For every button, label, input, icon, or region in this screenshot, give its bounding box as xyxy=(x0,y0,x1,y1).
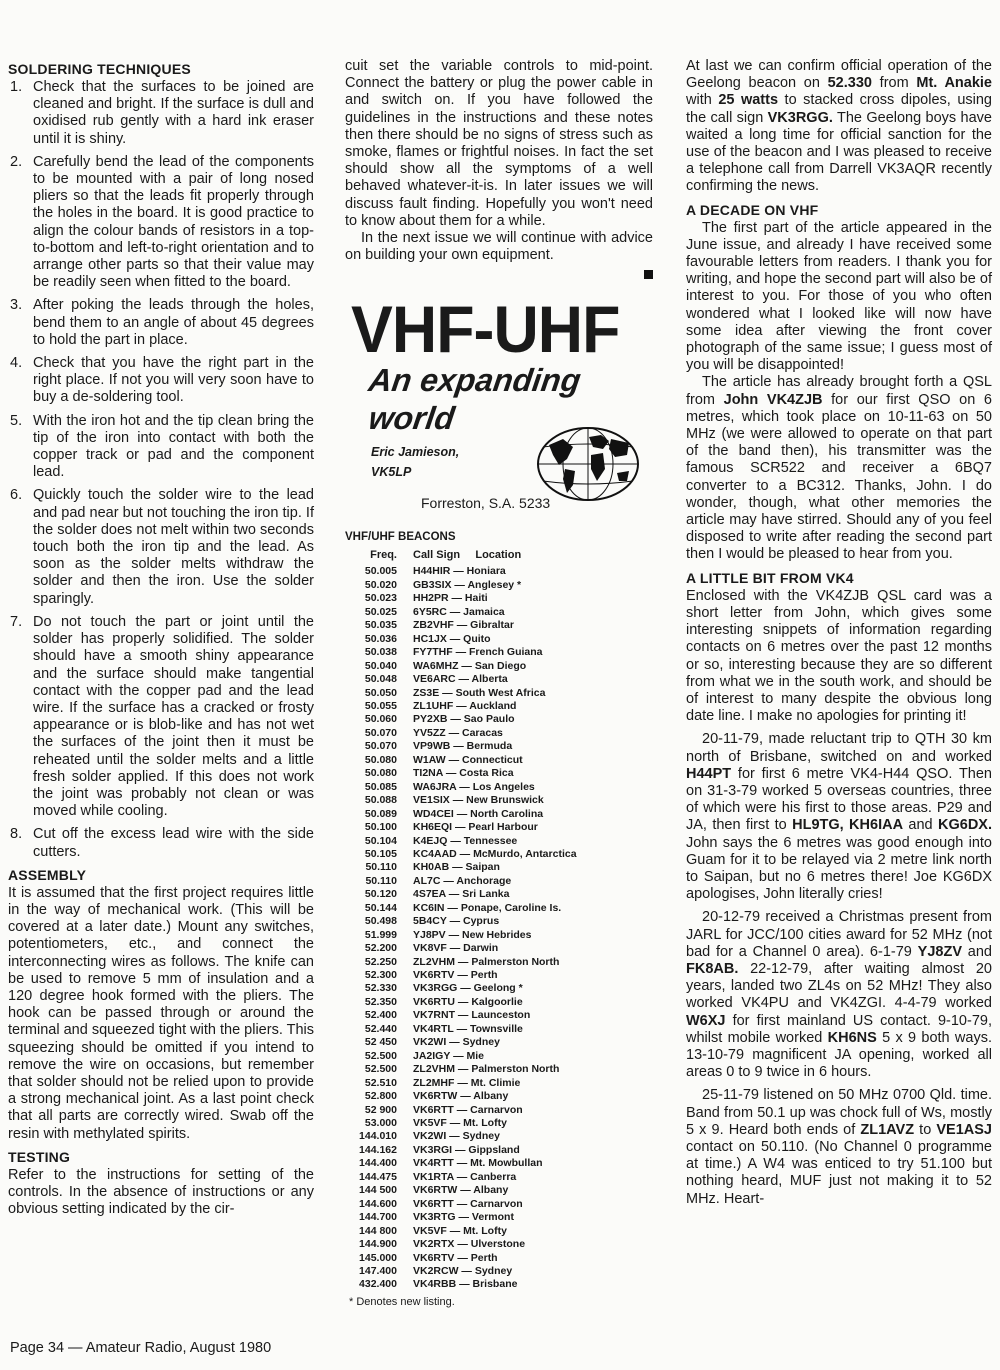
vk4-paragraph-1: Enclosed with the VK4ZJB QSL card was a short letter from John, which gives some interesting snippets of information regarding contacts on 6 metres over the past 12 months or so, interesting because they are so different from what we in the south work, and should be of interest to many despite the obvious long date line. I make no apologies for printing it! xyxy=(686,587,992,725)
beacon-row xyxy=(345,848,577,861)
beacon-call-location: VP9WB — Bermuda xyxy=(413,740,513,753)
text-run: The article has already brought forth a QSL from xyxy=(686,374,992,408)
continued-paragraph: cuit set the variable controls to mid-point. Connect the battery or plug the power cable in and switch on. If you have followed the guidelines in the instructions and these notes then there should be no signs of stress such as smoke, flames or frightful noises. In fact the set should show all the symptoms of a well behaved whatever-it-is. In later issues we will discuss fault finding. Hopefully you won't need to know about them for a while. xyxy=(345,58,653,229)
beacon-row xyxy=(345,929,577,942)
beacon-call-location: AL7C — Anchorage xyxy=(413,874,512,887)
beacon-freq: 432.400 xyxy=(359,1278,397,1291)
step-item xyxy=(8,297,314,349)
beacon-call-location: ZL2VHM — Palmerston North xyxy=(413,955,560,968)
step-text: Carefully bend the lead of the components to be mounted with a pair of long nosed pliers so that the leads fit properly through the holes in the board. It is good practice to align the colour bands of resistors in a top-to-bottom and left-to-right orientation and to arrange other parts so that their value may be readily seen when fitted to the board. xyxy=(33,153,314,291)
banner-callsign: VK5LP xyxy=(371,465,412,480)
beacon-row xyxy=(345,700,577,713)
beacon-row xyxy=(345,1104,577,1117)
beacon-row xyxy=(345,1063,577,1076)
beacon-row xyxy=(345,942,577,955)
beacon-row xyxy=(345,565,577,578)
beacon-row xyxy=(345,713,577,726)
beacon-row xyxy=(345,579,577,592)
beacon-row xyxy=(345,1252,577,1265)
column-3 xyxy=(686,58,992,1208)
beacon-row xyxy=(345,1130,577,1143)
beacon-row xyxy=(345,1117,577,1130)
beacon-freq: 50.498 xyxy=(364,915,397,928)
author-location: Forreston, S.A. 5233 xyxy=(421,495,551,512)
step-number: 5. xyxy=(10,412,23,429)
bold-callout: HL9TG, KH6IAA xyxy=(792,817,904,834)
beacon-call-location: ZB2VHF — Gibraltar xyxy=(413,619,514,632)
beacon-call-location: VK6RTT — Carnarvon xyxy=(413,1197,523,1210)
beacon-freq: 50.038 xyxy=(364,646,397,659)
step-number: 7. xyxy=(10,613,23,630)
beacon-freq: 52 900 xyxy=(364,1103,397,1116)
beacon-call-location: VK5VF — Mt. Lofty xyxy=(413,1224,507,1237)
text-run: 20-12-79 received a Christmas present from JARL for JCC/100 cities award for 52 MHz (not bad for a Channel 0 area). 6-1-79 xyxy=(686,909,992,960)
beacon-row xyxy=(345,619,577,632)
beacon-row xyxy=(345,996,577,1009)
beacon-call-location: VE1SIX — New Brunswick xyxy=(413,794,544,807)
beacon-row xyxy=(345,687,577,700)
beacon-freq: 144.600 xyxy=(359,1197,397,1210)
beacon-row xyxy=(345,606,577,619)
text-run: with xyxy=(686,92,719,109)
beacon-freq: 50.080 xyxy=(364,767,397,780)
beacon-row xyxy=(345,1023,577,1036)
beacon-call-location: VK8VF — Darwin xyxy=(413,942,499,955)
beacon-freq: 52 450 xyxy=(364,1036,397,1049)
beacons-table xyxy=(345,549,577,1291)
beacon-call-location: VK4RBB — Brisbane xyxy=(413,1278,518,1291)
step-item xyxy=(8,154,314,292)
beacon-row xyxy=(345,646,577,659)
beacon-freq: 50.036 xyxy=(364,632,397,645)
beacon-freq: 50.110 xyxy=(365,874,397,887)
page-footer: Page 34 — Amateur Radio, August 1980 xyxy=(10,1340,272,1356)
beacon-freq: 50.104 xyxy=(364,834,397,847)
heading-assembly: ASSEMBLY xyxy=(8,866,87,883)
beacon-freq: 52.350 xyxy=(364,995,397,1008)
beacon-freq: 145.000 xyxy=(359,1251,397,1264)
beacon-freq: 52.440 xyxy=(364,1022,397,1035)
beacon-freq: 50.025 xyxy=(364,605,397,618)
bold-callout: FK8AB. xyxy=(686,960,739,977)
beacon-call-location: VK2RCW — Sydney xyxy=(413,1265,513,1277)
globe-icon xyxy=(535,425,641,503)
beacon-call-location: ZL1UHF — Auckland xyxy=(413,699,517,712)
beacon-call-location: WD4CEI — North Carolina xyxy=(413,807,544,820)
beacon-call-location: 6Y5RC — Jamaica xyxy=(413,605,505,618)
beacon-call-location: ZS3E — South West Africa xyxy=(413,686,546,699)
step-item xyxy=(8,79,314,148)
bold-callout: Mt. Anakie xyxy=(916,75,992,92)
beacon-freq: 50.100 xyxy=(364,821,397,834)
beacon-freq: 52.500 xyxy=(364,1049,397,1062)
beacon-call-location: K4EJQ — Tennessee xyxy=(413,834,518,847)
beacon-call-location: VK6RTU — Kalgoorlie xyxy=(413,995,523,1008)
text-run: The Geelong boys have waited a long time for official sanction for the use of the beacon and I was pleased to receive a telephone call from Darrell VK3AQR recently confirming the news. xyxy=(686,109,992,195)
beacon-freq: 50.070 xyxy=(364,740,397,753)
beacon-call-location: VE6ARC — Alberta xyxy=(413,673,508,686)
beacon-row xyxy=(345,821,577,834)
bold-callout: W6XJ xyxy=(686,1012,726,1029)
bold-callout: 52.330 xyxy=(827,75,872,92)
step-item xyxy=(8,355,314,407)
beacons-header-row xyxy=(345,549,577,565)
column-2 xyxy=(345,58,653,1308)
beacon-row xyxy=(345,727,577,740)
beacon-freq: 50.050 xyxy=(364,686,397,699)
beacon-row xyxy=(345,835,577,848)
beacon-row xyxy=(345,794,577,807)
step-text: Quickly touch the solder wire to the lead and pad near but not touching the iron tip. If the solder does not melt within two seconds touch both the iron tip and the lead. As soon as the solder melts withdraw the solder and then the iron. Use the solder sparingly. xyxy=(33,487,314,607)
beacon-freq: 52.510 xyxy=(364,1076,397,1089)
header-call-location xyxy=(413,549,577,565)
beacon-row xyxy=(345,861,577,874)
beacon-freq: 52.250 xyxy=(364,955,397,968)
text-run: for first mainland US contact. 9-10-79, whilst mobile worked xyxy=(686,1012,992,1046)
header-call: Call Sign xyxy=(413,549,461,562)
testing-paragraph: Refer to the instructions for setting of the controls. In the absence of instructions or any obvious setting indicated by the cir- xyxy=(8,1166,314,1218)
text-run: for first 6 metre VK4-H44 QSO. Then on 31-3-79 worked 5 overseas countries, three of which were his first to those areas. P29 and JA, then first to xyxy=(686,765,992,834)
beacon-row xyxy=(345,1184,577,1197)
beacon-freq: 50.088 xyxy=(364,794,397,807)
soldering-steps xyxy=(8,79,314,861)
beacon-call-location: HH2PR — Haiti xyxy=(413,592,488,605)
beacons-body xyxy=(345,565,577,1291)
beacon-freq: 50.105 xyxy=(364,847,397,860)
beacon-freq: 53.000 xyxy=(364,1117,397,1130)
text-run: to xyxy=(914,1121,937,1138)
beacon-freq: 144.900 xyxy=(359,1238,397,1251)
beacon-freq: 144.010 xyxy=(359,1130,397,1143)
beacon-call-location: ZL2VHM — Palmerston North xyxy=(413,1063,560,1076)
step-text: Cut off the excess lead wire with the side cutters. xyxy=(33,826,314,860)
beacon-call-location: 5B4CY — Cyprus xyxy=(413,915,500,928)
beacon-freq: 50.005 xyxy=(364,565,397,578)
beacon-freq: 144.162 xyxy=(359,1143,397,1156)
beacon-call-location: GB3SIX — Anglesey * xyxy=(413,578,522,591)
beacon-freq: 50.070 xyxy=(364,726,397,739)
beacon-freq: 50.120 xyxy=(364,888,397,901)
beacon-freq: 52.330 xyxy=(364,982,397,995)
beacon-row xyxy=(345,1157,577,1170)
text-run: 25-11-79 listened on 50 MHz 0700 Qld. time. Band from 50.1 up was chock full of Ws, mostly 5 x 9. Heard both ends of xyxy=(686,1087,992,1138)
beacon-row xyxy=(345,1225,577,1238)
beacon-row xyxy=(345,1090,577,1103)
decade-paragraph-2 xyxy=(686,374,992,563)
step-text: Check that you have the right part in the right place. If not you will very soon have to buy a de-soldering tool. xyxy=(33,355,314,406)
beacon-call-location: H44HIR — Honiara xyxy=(413,565,506,578)
beacon-call-location: VK6RTW — Albany xyxy=(413,1184,509,1197)
beacon-freq: 147.400 xyxy=(359,1265,397,1277)
header-location: Location xyxy=(475,549,522,562)
beacon-freq: 50.089 xyxy=(364,807,397,820)
beacon-call-location: KC6IN — Ponape, Caroline Is. xyxy=(413,901,562,914)
text-run: John says the 6 metres was good enough into Guam for it to be relayed via 2 metre link north to Saipan, but no 6 metres there! Joe KG6DX apologises, John literally cries! xyxy=(686,834,992,903)
text-run: from xyxy=(871,75,917,92)
beacon-call-location: FY7THF — French Guiana xyxy=(413,646,543,659)
beacon-row xyxy=(345,1144,577,1157)
bold-callout: H44PT xyxy=(686,765,732,782)
step-number: 6. xyxy=(10,487,23,504)
text-run: At last we can confirm official operation of the Geelong beacon on xyxy=(686,58,992,92)
beacon-row xyxy=(345,956,577,969)
next-issue-paragraph: In the next issue we will continue with advice on building your own equipment. xyxy=(345,230,653,264)
bold-callout: KH6NS xyxy=(827,1029,877,1046)
beacon-row xyxy=(345,740,577,753)
decade-paragraph-1: The first part of the article appeared in the June issue, and already I have received some favourable letters from readers. I thank you for writing, and hope the second part will also be of interest to you. For those of you who often wondered what I looked like will now have some idea after viewing the front cover photograph of the same issue; I guess most of you will be disappointed! xyxy=(686,219,992,374)
beacon-row xyxy=(345,1278,577,1291)
beacon-call-location: VK2RTX — Ulverstone xyxy=(413,1238,526,1251)
beacon-call-location: HC1JX — Quito xyxy=(413,632,491,645)
bold-callout: ZL1AVZ xyxy=(860,1121,915,1138)
bold-callout: YJ8ZV xyxy=(917,943,962,960)
beacon-freq: 144.400 xyxy=(359,1157,397,1170)
beacon-row xyxy=(345,1009,577,1022)
beacon-row xyxy=(345,660,577,673)
beacon-row xyxy=(345,633,577,646)
beacon-call-location: VK3RGG — Geelong * xyxy=(413,982,523,995)
beacon-row xyxy=(345,1171,577,1184)
beacon-row xyxy=(345,781,577,794)
bold-callout: VK3RGG. xyxy=(767,109,833,126)
beacon-row xyxy=(345,982,577,995)
beacon-freq: 52.300 xyxy=(364,969,397,982)
beacon-call-location: VK2WI — Sydney xyxy=(413,1130,500,1143)
beacon-call-location: WA6MHZ — San Diego xyxy=(413,659,527,672)
banner-author: Eric Jamieson, xyxy=(371,445,460,460)
text-run: 20-11-79, made reluctant trip to QTH 30 km north of Brisbane, switched on and worked xyxy=(686,731,992,765)
beacons-title: VHF/UHF BEACONS xyxy=(345,531,456,544)
text-run: to stacked cross dipoles, using the call sign xyxy=(686,92,992,126)
beacon-row xyxy=(345,1036,577,1049)
step-item xyxy=(8,614,314,820)
beacon-row xyxy=(345,1265,577,1278)
beacon-row xyxy=(345,1050,577,1063)
beacon-row xyxy=(345,767,577,780)
bold-callout: 25 watts xyxy=(718,92,779,109)
text-run: for our first QSO on 6 metres, which took place on 10-11-63 on 50 MHz (we were allowed to operate on that part of the band then), his transmitter was the famous SCR522 and receiver a 6BQ7 converter to a BC312. Thanks, John. I do wonder, though, what other memories the article may have stirred. Should any of you feel disposed to write after reading the second part then I would be pleased to hear from you. xyxy=(686,391,992,563)
beacon-row xyxy=(345,808,577,821)
beacon-row xyxy=(345,1238,577,1251)
beacon-freq: 50.080 xyxy=(364,753,397,766)
beacon-row xyxy=(345,1077,577,1090)
beacon-freq: 50.035 xyxy=(364,619,397,632)
step-number: 3. xyxy=(10,297,23,314)
beacon-freq: 50.048 xyxy=(364,673,397,686)
beacon-call-location: VK6RTW — Albany xyxy=(413,1090,509,1103)
beacon-call-location: VK5VF — Mt. Lofty xyxy=(413,1117,507,1130)
beacon-call-location: VK3RGI — Gippsland xyxy=(413,1143,520,1156)
beacon-freq: 50.055 xyxy=(364,699,397,712)
beacon-freq: 144 500 xyxy=(359,1184,397,1197)
banner-tagline-1: An expanding xyxy=(366,362,584,399)
step-number: 1. xyxy=(10,79,23,95)
beacon-row xyxy=(345,875,577,888)
beacon-freq: 50.020 xyxy=(364,578,397,591)
beacon-freq: 144 800 xyxy=(359,1224,397,1237)
beacon-freq: 144.475 xyxy=(359,1170,397,1183)
beacon-call-location: VK6RTT — Carnarvon xyxy=(413,1103,523,1116)
heading-testing: TESTING xyxy=(8,1148,71,1165)
beacon-freq: 51.999 xyxy=(364,928,397,941)
beacon-freq: 52.200 xyxy=(364,942,397,955)
step-text: Do not touch the part or joint until the solder has properly solidified. The solder should have a smooth shiny appearance and the surface should make tangential contact with the copper pad and the lead wire. If the surface has a cracked or frosty appearance or is blob-like and has not wet the surfaces of the joint then it must be reheated until the solder melts and a little fresh solder applied. If this does not work the joint was probably not clean or was moved while cooling. xyxy=(33,613,314,820)
beacon-call-location: TI2NA — Costa Rica xyxy=(413,767,514,780)
beacon-call-location: KC4AAD — McMurdo, Antarctica xyxy=(413,847,577,860)
banner-tagline-2: world xyxy=(366,400,457,437)
step-number: 2. xyxy=(10,153,23,170)
step-item xyxy=(8,487,314,607)
beacon-freq: 50.040 xyxy=(364,659,397,672)
beacon-call-location: WA6JRA — Los Angeles xyxy=(413,780,535,793)
beacon-call-location: VK3RTG — Vermont xyxy=(413,1211,514,1224)
text-run: and xyxy=(962,943,992,960)
banner-title: VHF-UHF xyxy=(351,292,620,367)
beacon-freq: 50.060 xyxy=(364,713,397,726)
beacon-row xyxy=(345,969,577,982)
beacon-call-location: 4S7EA — Sri Lanka xyxy=(413,888,510,901)
beacon-call-location: VK1RTA — Canberra xyxy=(413,1170,517,1183)
text-run: 22-12-79, after waiting almost 20 years, landed two ZL4s on 52 MHz! They also worked VK4PU and VK4ZGI. 4-4-79 worked xyxy=(686,960,992,1012)
beacon-row xyxy=(345,915,577,928)
beacon-freq: 144.700 xyxy=(359,1211,397,1224)
beacon-row xyxy=(345,1198,577,1211)
vk4-paragraph-4 xyxy=(686,1087,992,1207)
bold-callout: John VK4ZJB xyxy=(723,391,823,408)
column-1 xyxy=(8,58,314,1218)
beacon-call-location: VK4RTL — Townsville xyxy=(413,1022,523,1035)
heading-decade: A DECADE ON VHF xyxy=(686,201,819,218)
beacon-freq: 50.110 xyxy=(365,861,397,874)
beacon-row xyxy=(345,592,577,605)
beacon-freq: 50.085 xyxy=(364,780,397,793)
beacon-freq: 50.023 xyxy=(364,592,397,605)
beacon-call-location: KH6EQI — Pearl Harbour xyxy=(413,821,538,834)
vk4-paragraph-2 xyxy=(686,731,992,903)
beacon-call-location: KH0AB — Saipan xyxy=(413,861,500,874)
assembly-paragraph: It is assumed that the first project requires little in the way of mechanical work. (This will be covered at a later date.) Mount any switches, potentiometers, etc., and connect the interconnecting wires as follows. The knife can be used to remove 5 mm of insulation and a 120 degree hook formed with the pliers. The hook can be passed through or around the terminal and squeezed tight with the pliers. This squeezing should be omitted if you intend to remove the wire on occasions, but remember that solder should not be relied upon to provide a strong mechanical joint. As a last point check that all parts are correctly wired. Swab off the resin with methylated spirits. xyxy=(8,884,315,1142)
step-number: 8. xyxy=(10,826,23,843)
end-of-article-mark xyxy=(644,270,653,279)
beacon-row xyxy=(345,888,577,901)
beacon-call-location: ZL2MHF — Mt. Climie xyxy=(413,1076,521,1089)
beacon-call-location: VK6RTV — Perth xyxy=(413,1251,498,1264)
heading-soldering: SOLDERING TECHNIQUES xyxy=(8,61,191,77)
text-run: contact on 50.110. (No Channel 0 programme at time.) A W4 was enticed to try 51.100 but nothing heard, MUF just not making it to 52 MHz. Heart- xyxy=(686,1138,992,1207)
bold-callout: KG6DX. xyxy=(938,817,992,834)
beacon-call-location: VK2WI — Sydney xyxy=(413,1036,500,1049)
beacon-call-location: PY2XB — Sao Paulo xyxy=(413,713,515,726)
beacon-call-location: VK4RTT — Mt. Mowbullan xyxy=(413,1157,543,1170)
beacon-freq: 50.144 xyxy=(364,901,397,914)
beacons-footnote: * Denotes new listing. xyxy=(349,1295,455,1308)
beacon-call-location: JA2IGY — Mie xyxy=(413,1049,484,1062)
beacon-row xyxy=(345,673,577,686)
step-item xyxy=(8,413,314,482)
beacon-call-location: W1AW — Connecticut xyxy=(413,753,523,766)
step-text: Check that the surfaces to be joined are cleaned and bright. If the surface is dull and oxidised rub gently with a hard ink eraser until it is shiny. xyxy=(33,79,314,147)
geelong-paragraph xyxy=(686,58,992,196)
heading-vk4: A LITTLE BIT FROM VK4 xyxy=(686,569,854,586)
column-banner xyxy=(345,292,645,495)
vk4-paragraph-3 xyxy=(686,909,992,1081)
beacon-row xyxy=(345,902,577,915)
bold-callout: VE1ASJ xyxy=(936,1121,992,1138)
step-number: 4. xyxy=(10,355,23,372)
beacon-call-location: YV5ZZ — Caracas xyxy=(413,726,503,739)
beacon-freq: 52.400 xyxy=(364,1009,397,1022)
beacon-call-location: VK6RTV — Perth xyxy=(413,969,498,982)
step-text: With the iron hot and the tip clean bring the tip of the iron into contact with both the copper track or pad and the component lead. xyxy=(33,412,314,481)
beacon-row xyxy=(345,1211,577,1224)
beacon-freq: 52.500 xyxy=(364,1063,397,1076)
header-freq: Freq. xyxy=(370,549,397,562)
step-item xyxy=(8,826,314,860)
step-text: After poking the leads through the holes, bend them to an angle of about 45 degrees to hold the part in place. xyxy=(33,297,314,348)
beacon-call-location: YJ8PV — New Hebrides xyxy=(413,928,532,941)
beacon-freq: 52.800 xyxy=(364,1090,397,1103)
beacon-call-location: VK7RNT — Launceston xyxy=(413,1009,531,1022)
beacon-row xyxy=(345,754,577,767)
text-run: 5 x 9 both ways. 13-10-79 magnificent JA opening, worked all areas 0 to 9 twice in 6 hours. xyxy=(686,1029,992,1081)
text-run: and xyxy=(903,817,938,834)
